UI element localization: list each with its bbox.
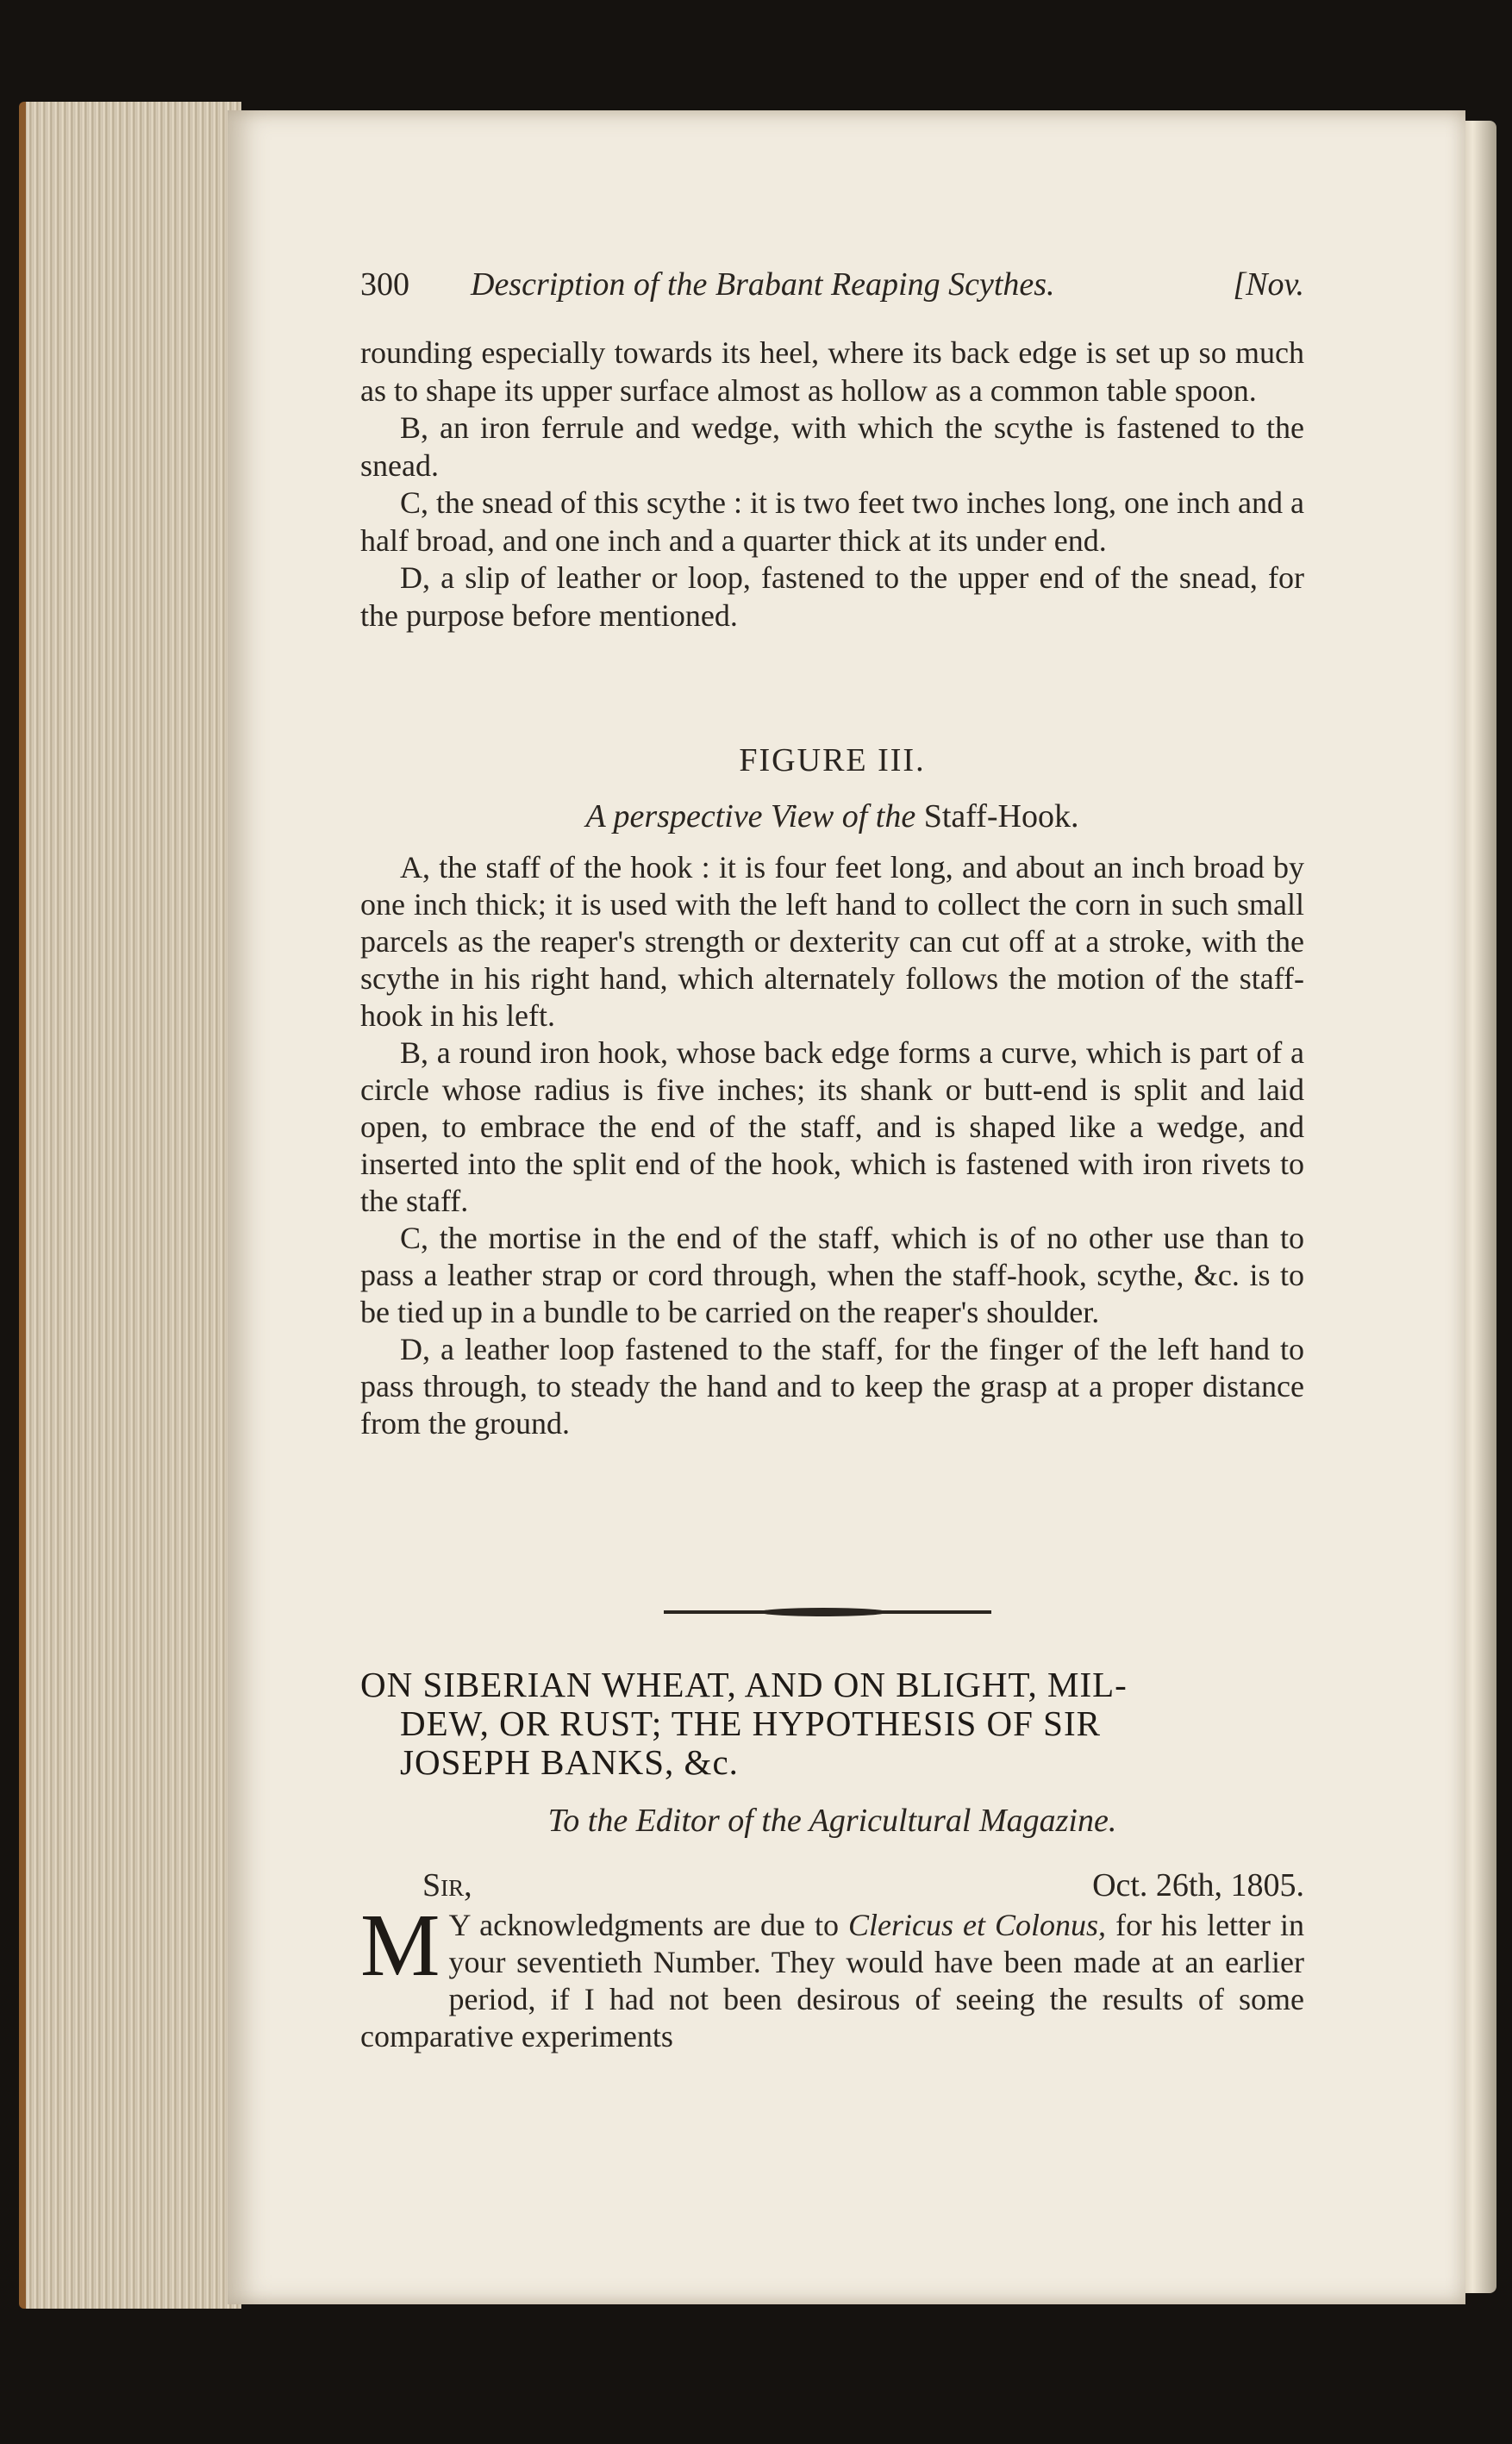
figure-caption (360, 797, 1304, 835)
letter-text: Y acknowledgments are due to (448, 1908, 840, 1942)
figure-heading: FIGURE III. (739, 742, 926, 778)
title-line: ON SIBERIAN WHEAT, AND ON BLIGHT, MIL- (360, 1665, 1128, 1704)
article-title (360, 1666, 1304, 1782)
paragraph: rounding especially towards its heel, where its back edge is set up so much as to shape its upper surface almost as hollow as a common table spoon. (360, 335, 1304, 408)
letter-paragraph (360, 1896, 1305, 2055)
paragraph: B, an iron ferrule and wedge, with which the scythe is fastened to the snead. (360, 410, 1304, 483)
letter-italic-names: Clericus et Colonus, (848, 1908, 1107, 1942)
running-month: [Nov. (1233, 266, 1304, 303)
paragraph: D, a slip of leather or loop, fastened to the upper end of the snead, for the purpose before mentioned. (360, 560, 1304, 633)
salutation-row (360, 1866, 1304, 1906)
title-line: DEW, OR RUST; THE HYPOTHESIS OF SIR (400, 1703, 1101, 1743)
paragraph: A, the staff of the hook : it is four feet long, and about an inch broad by one inch thick; it is used with the left hand to collect the corn in such small parcels as the reaper's strength or dexterity can cut off at a stroke, with the scythe in his right hand, which alternately follows the motion of the staff-hook in his left. (360, 850, 1304, 1033)
section-divider (664, 1610, 991, 1614)
paragraph: C, the mortise in the end of the staff, which is of no other use than to pass a leather strap or cord through, when the staff-hook, scythe, &c. is to be tied up in a bundle to be carried on the reaper's shoulder. (360, 1221, 1304, 1329)
salutation: Sir, (422, 1867, 472, 1903)
paragraph: B, a round iron hook, whose back edge forms a curve, which is part of a circle whose radius is five inches; its shank or butt-end is split and laid open, to embrace the end of the staff, and is shaped like a wedge, and inserted into the split end of the hook, which is fastened with iron rivets to the staff. (360, 1035, 1304, 1218)
drop-cap: M (360, 1896, 440, 1995)
running-header (360, 266, 1304, 317)
running-title: Description of the Brabant Reaping Scythes. (471, 266, 1055, 303)
paragraph: C, the snead of this scythe : it is two feet two inches long, one inch and a half broad, and one inch and a quarter thick at its under end. (360, 485, 1304, 558)
paragraph: D, a leather loop fastened to the staff, for the finger of the left hand to pass through, to steady the hand and to keep the grasp at a proper distance from the ground. (360, 1332, 1304, 1441)
caption-italic: A perspective View of the (585, 798, 916, 834)
section-scythe-parts (360, 334, 1304, 634)
letter-body (360, 1896, 1305, 2055)
caption-plain: Staff-Hook. (923, 798, 1079, 834)
editor-address: To the Editor of the Agricultural Magazine. (547, 1803, 1117, 1839)
title-line: JOSEPH BANKS, &c. (400, 1742, 739, 1782)
letter-text: for his letter in your seventieth Number. They would have been made at an earlier period, if I had not been desirous of seeing the results of some comparative experiments (360, 1908, 1305, 2053)
book-page-edges (19, 102, 241, 2309)
section-staff-hook (360, 849, 1304, 1442)
letter-date: Oct. 26th, 1805. (1092, 1867, 1304, 1903)
page-number: 300 (360, 266, 409, 303)
